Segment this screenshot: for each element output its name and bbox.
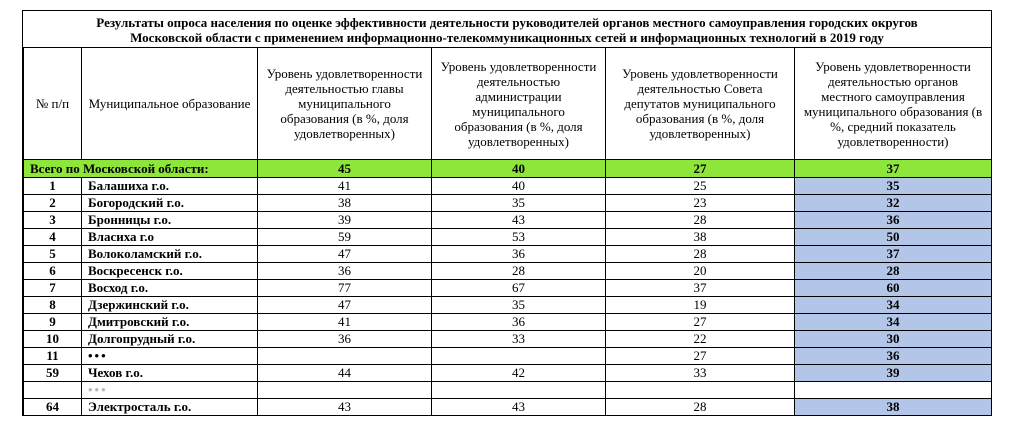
row-admin-value: 36 [432, 314, 606, 331]
table-row [24, 382, 992, 399]
row-head-value: 41 [258, 178, 432, 195]
row-avg-value: 37 [795, 246, 992, 263]
row-head-value: 36 [258, 263, 432, 280]
table-row [24, 280, 992, 297]
row-council-value: 33 [606, 365, 795, 382]
results-document [22, 10, 992, 416]
row-municipality: Власиха г.о [82, 229, 258, 246]
title-line-2: Московской области с применением информационно-телекоммуникационных сетей и информационных технологий в 2019 году [130, 30, 884, 45]
row-council-value: 37 [606, 280, 795, 297]
row-council-value: 19 [606, 297, 795, 314]
total-admin: 40 [432, 160, 606, 178]
table-row [24, 246, 992, 263]
row-avg-value: 60 [795, 280, 992, 297]
row-head-value: 38 [258, 195, 432, 212]
row-avg-value: 50 [795, 229, 992, 246]
row-num: 2 [24, 195, 82, 212]
row-admin-value: 53 [432, 229, 606, 246]
row-admin-value: 43 [432, 212, 606, 229]
total-avg: 37 [795, 160, 992, 178]
row-municipality: Чехов г.о. [82, 365, 258, 382]
row-num: 5 [24, 246, 82, 263]
row-num: 6 [24, 263, 82, 280]
row-head-value: 43 [258, 399, 432, 416]
row-council-value [606, 382, 795, 399]
row-avg-value: 28 [795, 263, 992, 280]
row-head-value: 77 [258, 280, 432, 297]
row-municipality: Дзержинский г.о. [82, 297, 258, 314]
row-municipality: ••• [82, 348, 258, 365]
row-num: 1 [24, 178, 82, 195]
row-num: 8 [24, 297, 82, 314]
table-row [24, 365, 992, 382]
row-head-value [258, 382, 432, 399]
row-num: 4 [24, 229, 82, 246]
survey-results-table [23, 48, 992, 416]
row-admin-value: 67 [432, 280, 606, 297]
row-head-value: 44 [258, 365, 432, 382]
header-num: № п/п [24, 48, 82, 160]
row-council-value: 27 [606, 314, 795, 331]
row-head-value: 39 [258, 212, 432, 229]
row-num: 64 [24, 399, 82, 416]
row-council-value: 28 [606, 212, 795, 229]
row-municipality: Восход г.о. [82, 280, 258, 297]
row-avg-value: 34 [795, 297, 992, 314]
row-admin-value: 36 [432, 246, 606, 263]
row-head-value: 47 [258, 297, 432, 314]
row-council-value: 38 [606, 229, 795, 246]
row-municipality: Дмитровский г.о. [82, 314, 258, 331]
total-label: Всего по Московской области: [24, 160, 258, 178]
row-avg-value: 35 [795, 178, 992, 195]
total-head: 45 [258, 160, 432, 178]
row-avg-value [795, 382, 992, 399]
row-head-value: 36 [258, 331, 432, 348]
table-row [24, 314, 992, 331]
header-admin: Уровень удовлетворенности деятельностью администрации муниципального образования (в %, доля удовлетворенных) [432, 48, 606, 160]
row-head-value [258, 348, 432, 365]
row-admin-value [432, 382, 606, 399]
row-avg-value: 39 [795, 365, 992, 382]
row-num: 7 [24, 280, 82, 297]
row-admin-value: 35 [432, 297, 606, 314]
row-avg-value: 38 [795, 399, 992, 416]
total-council: 27 [606, 160, 795, 178]
row-council-value: 28 [606, 246, 795, 263]
row-head-value: 59 [258, 229, 432, 246]
row-num: 59 [24, 365, 82, 382]
table-row [24, 331, 992, 348]
row-head-value: 47 [258, 246, 432, 263]
row-municipality: ••• [82, 382, 258, 399]
row-municipality: Богородский г.о. [82, 195, 258, 212]
row-num: 11 [24, 348, 82, 365]
row-council-value: 27 [606, 348, 795, 365]
row-council-value: 23 [606, 195, 795, 212]
row-municipality: Электросталь г.о. [82, 399, 258, 416]
row-municipality: Волоколамский г.о. [82, 246, 258, 263]
table-row [24, 229, 992, 246]
row-municipality: Балашиха г.о. [82, 178, 258, 195]
row-admin-value: 33 [432, 331, 606, 348]
table-row [24, 195, 992, 212]
table-row [24, 212, 992, 229]
table-row [24, 399, 992, 416]
row-municipality: Бронницы г.о. [82, 212, 258, 229]
row-avg-value: 34 [795, 314, 992, 331]
header-row [24, 48, 992, 160]
row-admin-value: 43 [432, 399, 606, 416]
row-council-value: 28 [606, 399, 795, 416]
table-row [24, 178, 992, 195]
row-avg-value: 32 [795, 195, 992, 212]
header-head: Уровень удовлетворенности деятельностью главы муниципального образования (в %, доля удовлетворенных) [258, 48, 432, 160]
document-title [23, 10, 991, 48]
row-municipality: Долгопрудный г.о. [82, 331, 258, 348]
row-num: 3 [24, 212, 82, 229]
row-admin-value: 35 [432, 195, 606, 212]
row-council-value: 20 [606, 263, 795, 280]
title-line-1: Результаты опроса населения по оценке эффективности деятельности руководителей органов местного самоуправления городских округов [96, 15, 918, 30]
row-admin-value: 42 [432, 365, 606, 382]
row-avg-value: 30 [795, 331, 992, 348]
row-avg-value: 36 [795, 348, 992, 365]
row-num: 9 [24, 314, 82, 331]
header-municipality: Муниципальное образование [82, 48, 258, 160]
header-council: Уровень удовлетворенности деятельностью Совета депутатов муниципального образования (в %, доля удовлетворенных) [606, 48, 795, 160]
total-row [24, 160, 992, 178]
table-row [24, 263, 992, 280]
header-avg: Уровень удовлетворенности деятельностью органов местного самоуправления муниципального образования (в %, средний показатель удовлетворенности) [795, 48, 992, 160]
row-num: 10 [24, 331, 82, 348]
row-num [24, 382, 82, 399]
table-row [24, 348, 992, 365]
row-admin-value: 40 [432, 178, 606, 195]
row-avg-value: 36 [795, 212, 992, 229]
row-council-value: 25 [606, 178, 795, 195]
row-admin-value: 28 [432, 263, 606, 280]
row-council-value: 22 [606, 331, 795, 348]
table-row [24, 297, 992, 314]
row-head-value: 41 [258, 314, 432, 331]
row-admin-value [432, 348, 606, 365]
row-municipality: Воскресенск г.о. [82, 263, 258, 280]
